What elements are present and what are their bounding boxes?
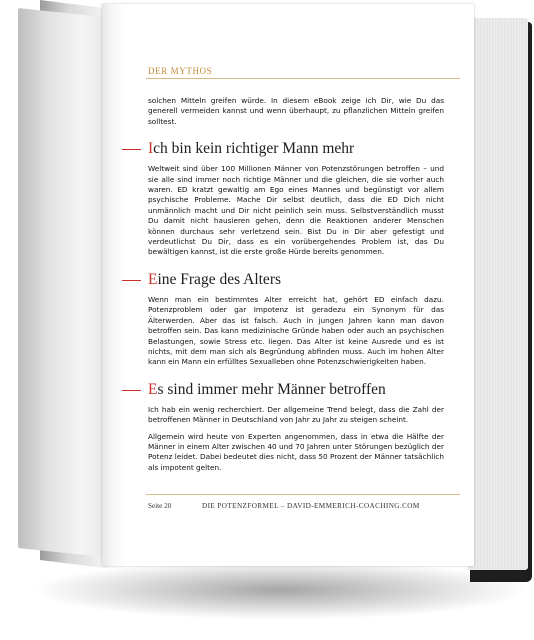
- running-head: DER MYTHOS: [148, 66, 213, 76]
- heading-text: ine Frage des Alters: [157, 270, 282, 288]
- section-heading: [148, 271, 444, 289]
- left-page-stack: [18, 8, 108, 557]
- right-page-stack: [468, 18, 528, 570]
- page-body: [148, 96, 444, 473]
- section-heading: [148, 140, 444, 158]
- book-shadow: [30, 560, 530, 620]
- section-paragraph: Weltweit sind über 100 Millionen Männer von Potenzstörungen betroffen – und sie alle sind immer noch richtige Männer und die gleichen, die sie vorher auch waren. ED kratzt gewaltig am Ego eines Mannes und begünstigt vor allem psychische Probleme. Mache Dir selbst deutlich, dass die ED Dich nicht unmännlich macht und Dir nicht peinlich sein muss. Selbstverständlich musst Du damit nicht hausieren gehen, denn die Reaktionen anderer Menschen können durchaus sehr verletzend sein. Bist Du in Dir aber gefestigt und verdeutlichst Du Dir, dass es ein vorübergehendes Problem ist, das Du bewältigen kannst, ist die erste große Hürde bereits genommen.: [148, 164, 444, 257]
- heading-dash: [122, 390, 141, 391]
- section-heading: [148, 381, 444, 399]
- footer-rule: [146, 494, 460, 495]
- heading-dash: [122, 280, 141, 281]
- footer-title: DIE POTENZFORMEL – DAVID-EMMERICH-COACHING.COM: [202, 502, 420, 510]
- heading-text: ch bin kein richtiger Mann mehr: [153, 140, 355, 158]
- section-paragraph: Ich hab ein wenig recherchiert. Der allgemeine Trend belegt, dass die Zahl der betroffenen Männer in Deutschland von Jahr zu Jahr zu steigen scheint.: [148, 404, 444, 425]
- heading-initial: E: [148, 380, 158, 398]
- section-paragraph: Allgemein wird heute von Experten angenommen, dass in etwa die Hälfte der Männer in einem Alter zwischen 40 und 70 Jahren unter Störungen bezüglich der Potenz leidet. Dabei bedeutet dies nicht, dass 50 Prozent der Männer tatsächlich als impotent gelten.: [148, 431, 444, 472]
- header-rule: [146, 78, 460, 79]
- heading-initial: E: [148, 270, 158, 288]
- page-number: Seite 20: [148, 502, 172, 510]
- intro-paragraph: solchen Mitteln greifen würde. In diesem eBook zeige ich Dir, wie Du das generell vermeiden kannst und wenn überhaupt, zu pflanzlichen Mitteln greifen solltest.: [148, 96, 444, 126]
- section-paragraph: Wenn man ein bestimmtes Alter erreicht hat, gehört ED einfach dazu. Potenzproblem oder gar Impotenz ist geradezu ein Synonym für das Älterwerden. Aber das ist falsch. Auch in jungen Jahren kann man davon betroffen sein. Das kann medizinische Gründe haben oder auch an psychischen Belastungen, sowie Stress etc. liegen. Das Alter ist keine Ausrede und es ist nichts, mit dem man sich als Begründung abfinden muss. Auch im hohen Alter kann ein Mann ein erfülltes Sexualleben ohne Potenzschwierigkeiten haben.: [148, 294, 444, 367]
- heading-initial: I: [148, 140, 154, 158]
- heading-text: s sind immer mehr Männer betroffen: [157, 380, 386, 398]
- heading-dash: [122, 149, 141, 150]
